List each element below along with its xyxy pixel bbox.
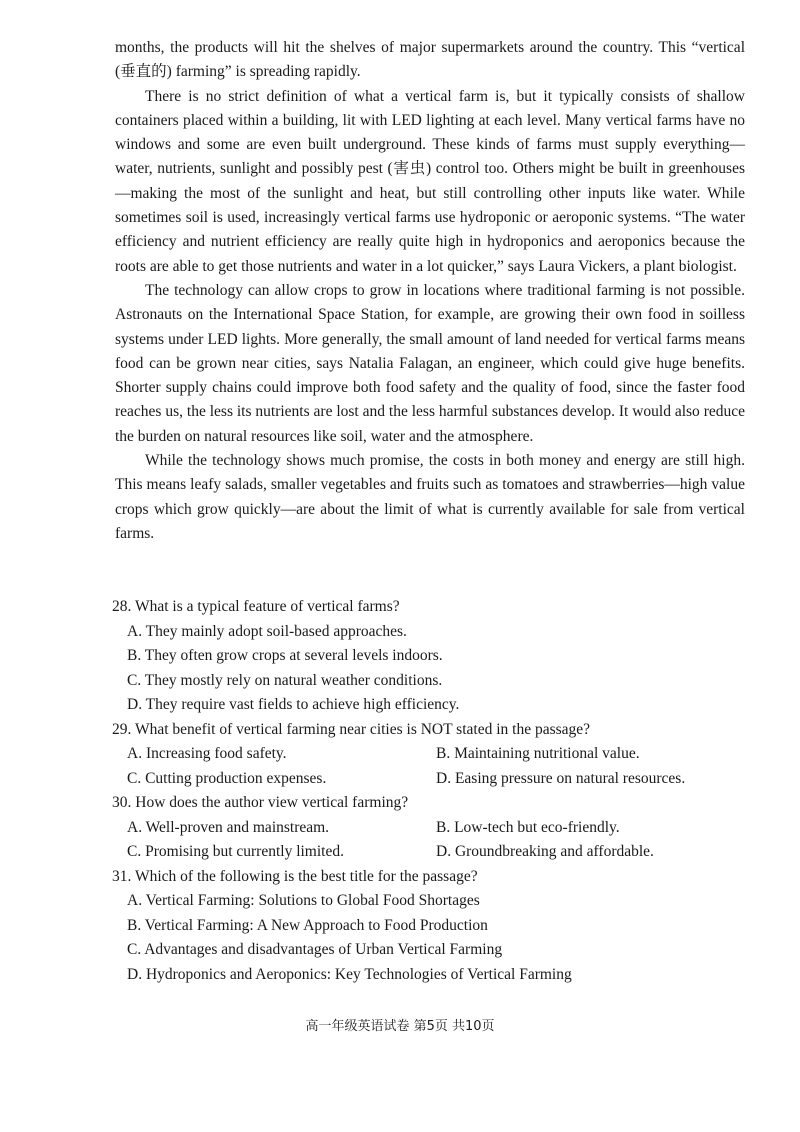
- option-d: D. They require vast fields to achieve high efficiency.: [127, 696, 460, 713]
- option-b: B. Vertical Farming: A New Approach to Food Production: [127, 916, 488, 934]
- option-c: C. Cutting production expenses.: [127, 769, 327, 787]
- passage-paragraph-2: There is no strict definition of what a vertical farm is, but it typically consists of shallow containers placed within a building, lit with LED lighting at each level. Many vertical farms have no windows and some are even built underground. These kinds of farms must supply everything—water, nutrients, sunlight and possibly pest (害虫) control too. Others might be built in greenhouses—making the most of the sunlight and heat, but still controlling other inputs like water. While sometimes soil is used, increasingly vertical farms use hydroponic or aeroponic systems. “The water efficiency and nutrient efficiency are really quite high in hydroponics and aeroponics because the roots are able to get those nutrients and water in a lot quicker,” says Laura Vickers, a plant biologist.: [115, 87, 745, 275]
- option-c: C. Promising but currently limited.: [127, 843, 344, 860]
- question-31: [112, 865, 752, 988]
- option-a: A. Vertical Farming: Solutions to Global Food Shortages: [127, 892, 480, 909]
- option-b: B. Maintaining nutritional value.: [436, 745, 640, 762]
- question-stem: 31. Which of the following is the best title for the passage?: [112, 867, 478, 885]
- option-row: [112, 742, 752, 767]
- option-c: C. They mostly rely on natural weather conditions.: [127, 671, 443, 689]
- page-footer: 高一年级英语试卷 第5页 共10页: [305, 1019, 495, 1034]
- question-stem: 30. How does the author view vertical farming?: [112, 794, 409, 811]
- option-row: [112, 840, 752, 865]
- passage-paragraph-4: While the technology shows much promise, the costs in both money and energy are still high. This means leafy salads, smaller vegetables and fruits such as tomatoes and strawberries—high value crops which grow quickly—are about the limit of what is currently available for sale from vertical farms.: [115, 452, 745, 542]
- option-a: A. Well-proven and mainstream.: [127, 818, 330, 836]
- option-row: [112, 767, 752, 792]
- question-30: [112, 791, 752, 865]
- question-stem: 29. What benefit of vertical farming near cities is NOT stated in the passage?: [112, 720, 591, 738]
- option-d: D. Easing pressure on natural resources.: [436, 769, 686, 787]
- option-b: B. They often grow crops at several levels indoors.: [127, 647, 443, 664]
- option-b: B. Low-tech but eco-friendly.: [436, 818, 620, 836]
- question-28: [112, 595, 752, 718]
- option-d: D. Hydroponics and Aeroponics: Key Technologies of Vertical Farming: [127, 965, 572, 983]
- option-c: C. Advantages and disadvantages of Urban Vertical Farming: [127, 941, 503, 958]
- option-a: A. They mainly adopt soil-based approaches.: [127, 622, 407, 640]
- option-a: A. Increasing food safety.: [127, 745, 287, 762]
- question-list: [112, 595, 752, 987]
- option-d: D. Groundbreaking and affordable.: [436, 843, 654, 860]
- option-row: [112, 816, 752, 841]
- reading-passage: [115, 36, 745, 546]
- passage-paragraph-1: months, the products will hit the shelves of major supermarkets around the country. This “vertical (垂直的) farming” is spreading rapidly.: [115, 39, 745, 81]
- passage-paragraph-3: The technology can allow crops to grow in locations where traditional farming is not possible. Astronauts on the International Space Station, for example, are growing their own food in soilless systems under LED lights. More generally, the small amount of land needed for vertical farms means food can be grown near cities, says Natalia Falagan, an engineer, which could give huge benefits. Shorter supply chains could improve both food safety and the quality of food, since the faster food reaches us, the less its nutrients are lost and the less harmful substances develop. It would also reduce the burden on natural resources like soil, water and the atmosphere.: [115, 281, 745, 445]
- question-stem: 28. What is a typical feature of vertical farms?: [112, 598, 400, 615]
- question-29: [112, 718, 752, 792]
